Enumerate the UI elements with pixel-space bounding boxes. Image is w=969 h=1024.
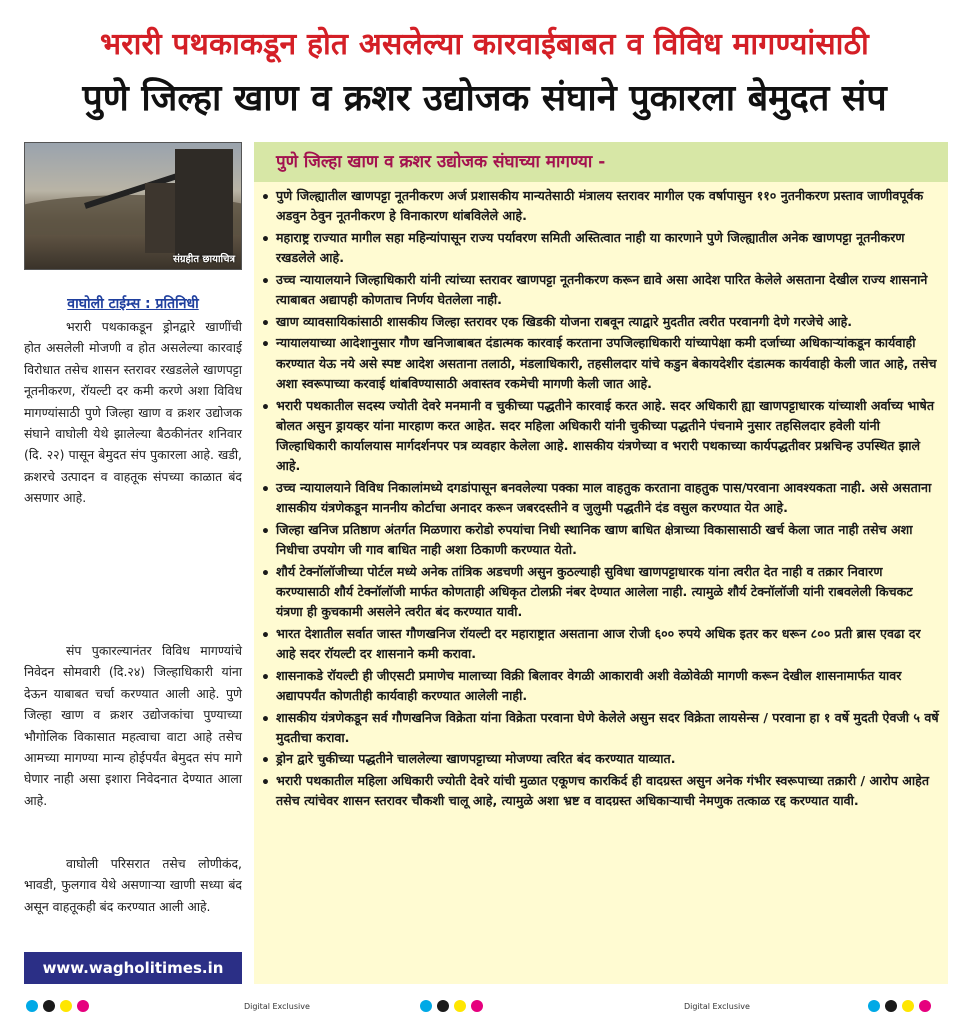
registration-dot bbox=[60, 1000, 72, 1012]
footer bbox=[0, 1000, 969, 1016]
bullet-icon: • bbox=[261, 523, 270, 540]
registration-dot bbox=[902, 1000, 914, 1012]
registration-dot bbox=[26, 1000, 38, 1012]
demand-text: पुणे जिल्ह्यातील खाणपट्टा नूतनीकरण अर्ज प्रशासकीय मान्यतेसाठी मंत्रालय स्तरावर मागील एक वर्षापासुन ११० नुतनीकरण प्रस्ताव जाणीवपूर्वक अडवुन ठेवुन नूतनीकरण हे विनाकारण थांबविलेले आहे. bbox=[276, 188, 924, 224]
demand-text: ड्रोन द्वारे चुकीच्या पद्धतीने चाललेल्या खाणपट्टाच्या मोजण्या त्वरित बंद करण्यात याव्यात. bbox=[276, 751, 676, 767]
demand-item bbox=[254, 624, 948, 664]
demand-text: खाण व्यावसायिकांसाठी शासकीय जिल्हा स्तरावर एक खिडकी योजना राबवून त्याद्वारे मुदतीत त्वरीत परवानगी देणे गरजेचे आहे. bbox=[276, 313, 853, 329]
registration-dot bbox=[43, 1000, 55, 1012]
demand-text: न्यायालयाच्या आदेशानुसार गौण खनिजाबाबत दंडात्मक कारवाई करताना उपजिल्हाधिकारी यांच्यापेक्षा कमी दर्जाच्या अधिकाऱ्यांकडून कार्यवाही करण्यात येऊ नये असे स्पष्ट आदेश असताना तलाठी, मंडलाधिकारी, तहसीलदार यांचे कडुन बेकायदेशीर दंडात्मक कार्यवाही केली जात आहे, तसेच अशा स्वरूपाच्या करवाई थांबविण्यासाठी अवास्तव रकमेची मागणी केली जात आहे. bbox=[276, 335, 937, 391]
demand-text: भरारी पथकातील सदस्य ज्योती देवरे मनमानी व चुकीच्या पद्धतीने कारवाई करत आहे. सदर अधिकारी ह्या खाणपट्टाधारक यांच्याशी अर्वाच्य भाषेत बोलत असुन ड्रायव्हर यांना मारहाण करत आहेत. सदर महिला अधिकारी यांनी चुकीच्या पद्धतीने पंचनामे नुसार तहसिलदार हवेली यांनी जिल्हाधिकारी कार्यालयास मार्गदर्शनपर पत्र व्यवहार केलेला आहे. शासकीय यंत्रणेच्या व भरारी पथकाच्या कार्यपद्धतीवर प्रश्नचिन्ह उपस्थित झाले आहे. bbox=[276, 397, 935, 474]
registration-dot bbox=[420, 1000, 432, 1012]
demand-list bbox=[254, 186, 948, 813]
demand-item bbox=[254, 396, 948, 477]
footer-label: Digital Exclusive bbox=[684, 1002, 750, 1011]
demand-item bbox=[254, 749, 948, 769]
registration-dot bbox=[868, 1000, 880, 1012]
demand-item bbox=[254, 562, 948, 623]
demand-item bbox=[254, 270, 948, 310]
headline-kicker: भरारी पथकाकडून होत असलेल्या कारवाईबाबत व विविध मागण्यांसाठी bbox=[100, 27, 869, 62]
bullet-icon: • bbox=[261, 775, 270, 792]
demand-text: शौर्य टेक्नॉलॉजीच्या पोर्टल मध्ये अनेक तांत्रिक अडचणी असुन कुठल्याही सुविधा खाणपट्टाधारक यांना त्वरीत देत नाही व तक्रार निवारण करण्यासाठी शौर्य टेक्नॉलॉजी मार्फत कोणताही अधिकृत टोलफ्री नंबर देण्यात आलेला नाही. त्यामुळे शौर्य टेक्नॉलॉजी यांनी राबवलेली किचकट यंत्रणा ही कुचकामी असलेने त्वरीत बंद करण्यात यावी. bbox=[276, 563, 913, 620]
demand-item bbox=[254, 333, 948, 394]
demand-text: उच्च न्यायालयाने विविध निकालांमध्ये दगडांपासून बनवलेल्या पक्का माल वाहतुक करताना वाहतुक पास/परवाना आवश्यकता नाही. असे असताना शासकीय यंत्रणेकडून माननीय कोर्टाचा अनादर करून जबरदस्तीने व जुलुमी पद्धतीने दंड वसुल करण्यात येत आहे. bbox=[276, 479, 932, 516]
demand-text: शासनाकडे रॉयल्टी ही जीएसटी प्रमाणेच मालाच्या विक्री बिलावर वेगळी आकारावी अशी वेळोवेळी मागणी करून देखील शासनामार्फत यावर अद्यापपर्यंत कोणतीही कार्यवाही करण्यात आलेली नाही. bbox=[276, 667, 902, 703]
bullet-icon: • bbox=[261, 481, 270, 498]
demands-box bbox=[254, 142, 948, 984]
article-paragraph: भरारी पथकाकडून ड्रोनद्वारे खाणींची होत असलेली मोजणी व होत असलेल्या कारवाई विरोधात तसेच शासन स्तरावर रखडलेले खाणपट्टा नूतनीकरण, रॉयल्टी दर कमी करणे अशा विविध मागण्यांसाठी पुणे जिल्हा खाण व क्रशर उद्योजक संघाने वाघोली येथे झालेल्या बैठकीनंतर शनिवार (दि. २२) पासून बेमुदत संप पुकारला आहे. खडी, क्रशरचे उत्पादन व वाहतूक संपच्या काळात बंद असणार आहे. bbox=[24, 319, 242, 506]
registration-dot bbox=[437, 1000, 449, 1012]
demand-text: जिल्हा खनिज प्रतिष्ठाण अंतर्गत मिळणारा करोडो रुपयांचा निधी स्थानिक खाण बाधित क्षेत्राच्या विकासासाठी खर्च केला जात नाही तसेच अशा निधीचा उपयोग जी गाव बाधित नाही अशा ठिकाणी करण्यात येतो. bbox=[276, 521, 913, 557]
registration-dot bbox=[919, 1000, 931, 1012]
color-registration-marks bbox=[868, 1000, 931, 1012]
bullet-icon: • bbox=[261, 273, 270, 290]
article-paragraph: वाघोली परिसरात तसेच लोणीकंद, भावडी, फुलगाव येथे असणाऱ्या खाणी सध्या बंद असून वाहतूकही बंद करण्यात आली आहे. bbox=[24, 856, 242, 914]
bullet-icon: • bbox=[261, 753, 270, 770]
demand-item bbox=[254, 478, 948, 518]
quarry-photo bbox=[24, 142, 242, 270]
demand-item bbox=[254, 228, 948, 268]
bullet-icon: • bbox=[261, 669, 270, 686]
color-registration-marks bbox=[420, 1000, 483, 1012]
bullet-icon: • bbox=[261, 190, 270, 206]
demand-text: उच्च न्यायालयाने जिल्हाधिकारी यांनी त्यांच्या स्तरावर खाणपट्टा नूतनीकरण करून द्यावे असा आदेश पारित केलेले असताना देखील राज्य शासनाने त्याबाबत अद्यापही कोणताच निर्णय घेतलेला नाही. bbox=[276, 271, 928, 308]
bullet-icon: • bbox=[261, 399, 270, 416]
bullet-icon: • bbox=[261, 231, 270, 248]
demand-item bbox=[254, 666, 948, 706]
bullet-icon: • bbox=[261, 315, 270, 332]
website-link[interactable]: www.wagholitimes.in bbox=[24, 952, 242, 984]
bullet-icon: • bbox=[261, 627, 270, 644]
bullet-icon: • bbox=[261, 711, 270, 728]
demand-text: भारत देशातील सर्वात जास्त गौणखनिज रॉयल्टी दर महाराष्ट्रात असताना आज रोजी ६०० रुपये अधिक इतर कर धरून ८०० प्रती ब्रास एवढा दर आहे सदर रॉयल्टी दर शासनाने कमी करावा. bbox=[276, 625, 921, 661]
photo-caption: संग्रहीत छायाचित्र bbox=[173, 254, 235, 265]
demand-item bbox=[254, 771, 948, 811]
demand-text: शासकीय यंत्रणेकडून सर्व गौणखनिज विक्रेता यांना विक्रेता परवाना घेणे केलेले असुन सदर विक्रेता लायसेन्स / परवाना हा १ वर्षे मुदती ऐवजी ५ वर्षे मुदतीचा करावा. bbox=[276, 709, 939, 745]
footer-label: Digital Exclusive bbox=[244, 1002, 310, 1011]
color-registration-marks bbox=[26, 1000, 89, 1012]
article-paragraph: संप पुकारल्यानंतर विविध मागण्यांचे निवेदन सोमवारी (दि.२४) जिल्हाधिकारी यांना देऊन याबाबत चर्चा करण्यात आली आहे. पुणे जिल्हा खाण व क्रशर उद्योजकांचा पुण्याच्या भौगोलिक विकासात महत्वाचा वाटा आहे तसेच आमच्या मागण्या मान्य होईपर्यंत बेमुदत संप मागे घेणार नाही असा इशारा निवेदनात देण्यात आला आहे. bbox=[24, 643, 242, 808]
demand-text: भरारी पथकातील महिला अधिकारी ज्योती देवरे यांची मुळात एकूणच कारकिर्द ही वादग्रस्त असुन अनेक गंभीर स्वरूपाच्या तक्रारी / आरोप आहेत तसेच त्यांचेवर शासन स्तरावर चौकशी चालू आहे, त्यामुळे अशा भ्रष्ट व वादग्रस्त अधिकाऱ्याची नेमणुक तत्काळ रद्द करण्यात यावी. bbox=[276, 773, 930, 809]
byline: वाघोली टाईम्स : प्रतिनिधी bbox=[67, 296, 199, 312]
bullet-icon: • bbox=[261, 565, 270, 582]
demand-item bbox=[254, 708, 948, 748]
demand-item bbox=[254, 312, 948, 332]
demand-item bbox=[254, 186, 948, 226]
bullet-icon: • bbox=[261, 337, 270, 354]
registration-dot bbox=[885, 1000, 897, 1012]
demands-title: पुणे जिल्हा खाण व क्रशर उद्योजक संघाच्या मागण्या - bbox=[254, 142, 948, 182]
registration-dot bbox=[454, 1000, 466, 1012]
registration-dot bbox=[77, 1000, 89, 1012]
demand-text: महाराष्ट्र राज्यात मागील सहा महिन्यांपासून राज्य पर्यावरण समिती अस्तित्वात नाही या कारणाने पुणे जिल्ह्यातील अनेक खाणपट्टा नूतनीकरण रखडलेले आहे. bbox=[276, 229, 905, 266]
demand-item bbox=[254, 520, 948, 560]
headline-main: पुणे जिल्हा खाण व क्रशर उद्योजक संघाने पुकारला बेमुदत संप bbox=[82, 78, 887, 119]
registration-dot bbox=[471, 1000, 483, 1012]
